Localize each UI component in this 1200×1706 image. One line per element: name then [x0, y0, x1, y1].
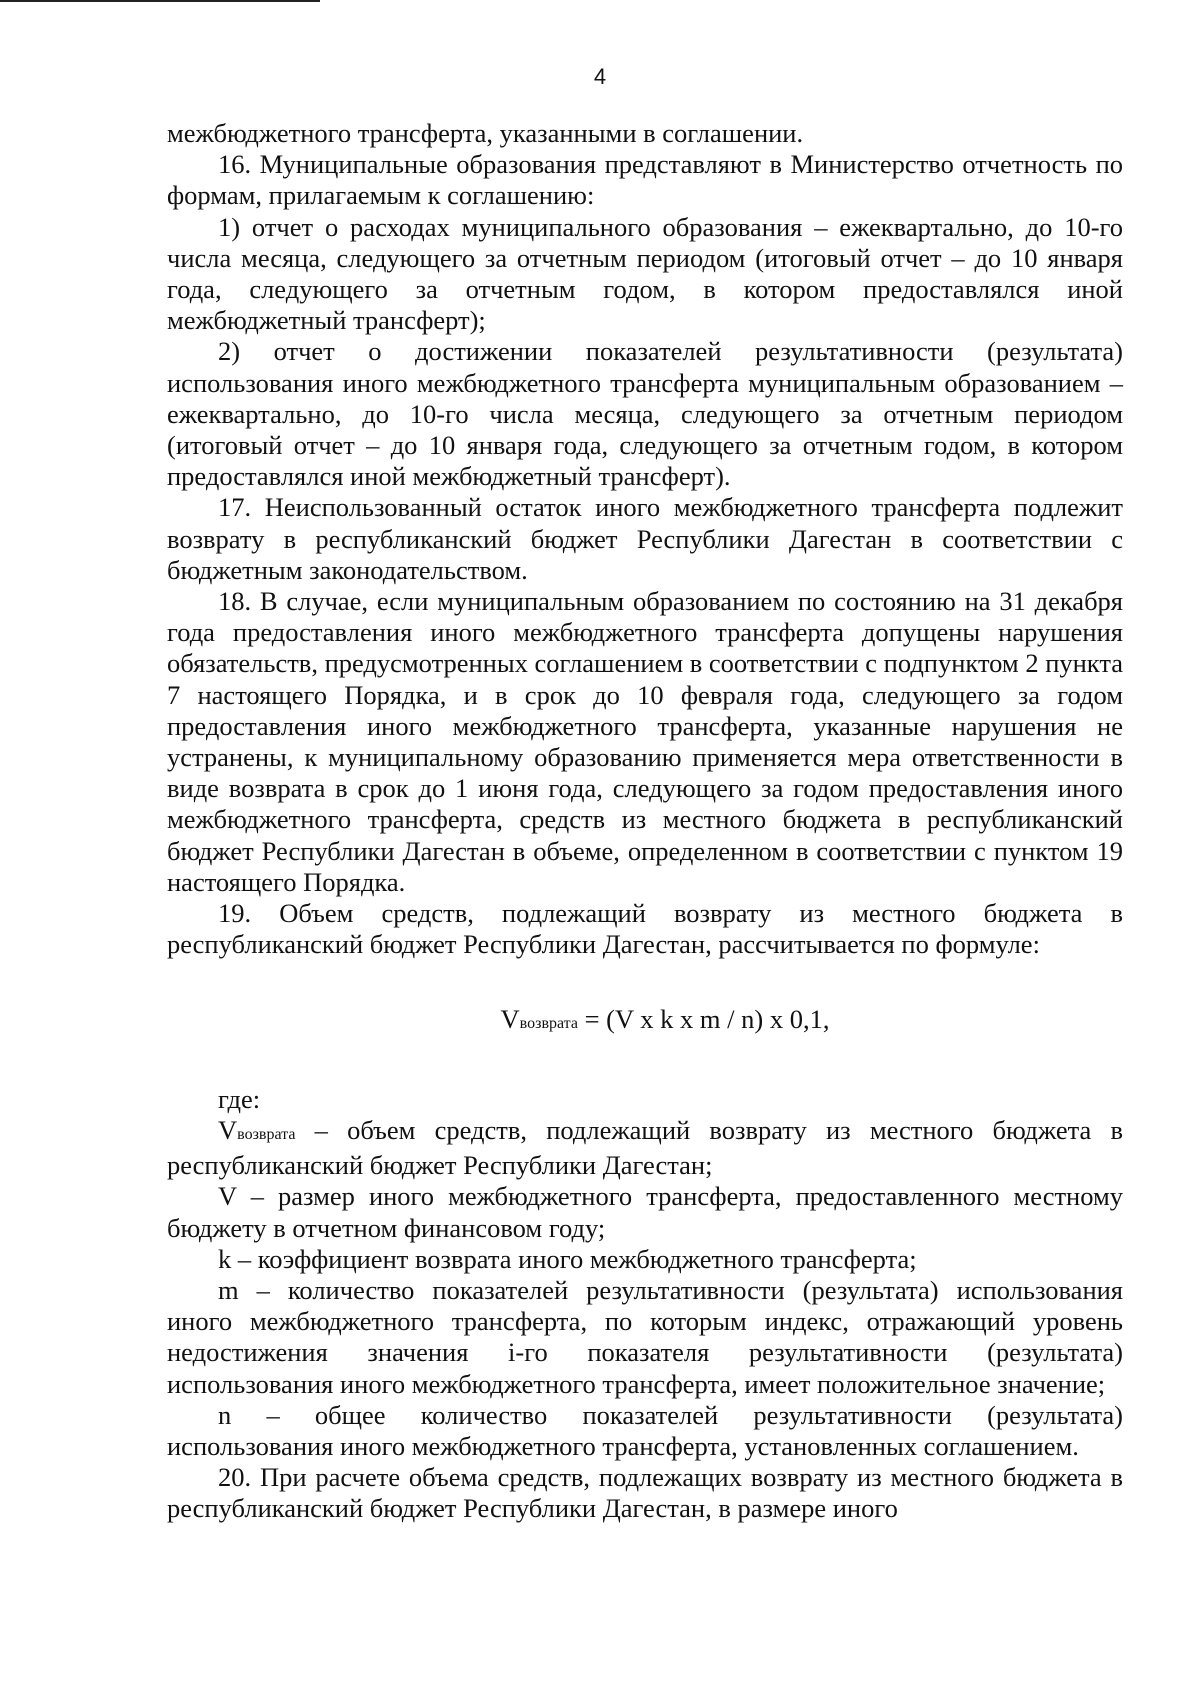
- page-number: 4: [593, 64, 607, 89]
- definition-symbol: k: [218, 1243, 232, 1274]
- definition-d_k: [167, 1244, 1123, 1275]
- definition-text: – объем средств, подлежащий возврату из местного бюджета в республиканский бюджет Республики Дагестан;: [167, 1114, 1123, 1181]
- formula-rhs: = (V x k x m / n) x 0,1,: [577, 1004, 830, 1035]
- paragraph-p16: 16. Муниципальные образования представляют в Министерство отчетность по формам, прилагаемым к соглашению:: [167, 149, 1123, 211]
- paragraph-p16_2: 2) отчет о достижении показателей результативности (результата) использования иного межбюджетного трансферта муниципальным образованием – ежеквартально, до 10-го числа месяца, следующего за отчетным периодом (итоговый отчет – до 10 января года, следующего за отчетным годом, в котором предоставлялся иной межбюджетный трансферт).: [167, 336, 1123, 492]
- paragraph-p16_1: 1) отчет о расходах муниципального образования – ежеквартально, до 10-го числа месяца, следующего за отчетным периодом (итоговый отчет – до 10 января года, следующего за отчетным годом, в котором предоставлялся иной межбюджетный трансферт);: [167, 211, 1123, 336]
- definition-d_m: [167, 1275, 1123, 1400]
- paragraph-p19: 19. Объем средств, подлежащий возврату из местного бюджета в республиканский бюджет Республики Дагестан, рассчитывается по формуле:: [167, 898, 1123, 960]
- paragraph-p17: 17. Неиспользованный остаток иного межбюджетного трансферта подлежит возврату в республиканский бюджет Республики Дагестан в соответствии с бюджетным законодательством.: [167, 492, 1123, 585]
- scan-edge-line: [0, 0, 320, 2]
- formula-lhs: V: [500, 1004, 520, 1035]
- formula-definitions: [167, 1115, 1123, 1462]
- paragraph-p0: межбюджетного трансферта, указанными в соглашении.: [167, 118, 804, 148]
- paragraph-p18: 18. В случае, если муниципальным образованием по состоянию на 31 декабря года предоставления иного межбюджетного трансферта допущены нарушения обязательств, предусмотренных соглашением в соответствии с подпунктом 2 пункта 7 настоящего Порядка, и в срок до 10 февраля года, следующего за годом предоставления иного межбюджетного трансферта, указанные нарушения не устранены, к муниципальному образованию применяется мера ответственности в виде возврата в срок до 1 июня года, следующего за годом предоставления иного межбюджетного трансферта, средств из местного бюджета в республиканский бюджет Республики Дагестан в объеме, определенном в соответствии с пунктом 19 настоящего Порядка.: [167, 586, 1123, 897]
- paragraphs-after-definitions: [167, 1462, 1123, 1524]
- definition-d_vret: [167, 1115, 1123, 1181]
- definition-text: – количество показателей результативности (результата) использования иного межбюджетного трансферта, по которым индекс, отражающий уровень недостижения значения i-го показателя результативности (результата) использования иного межбюджетного трансферта, имеет положительное значение;: [167, 1274, 1123, 1399]
- definition-d_n: [167, 1400, 1123, 1462]
- formula-lhs-subscript: возврата: [519, 1015, 578, 1033]
- definition-text: – размер иного межбюджетного трансферта, предоставленного местному бюджету в отчетном финансовом году;: [167, 1181, 1123, 1243]
- formula: [167, 1004, 1123, 1039]
- definition-symbol: n: [218, 1399, 232, 1430]
- definition-text: – общее количество показателей результативности (результата) использования иного межбюджетного трансферта, установленных соглашением.: [167, 1399, 1123, 1461]
- definition-symbol: m: [218, 1274, 239, 1305]
- paragraph-p20: 20. При расчете объема средств, подлежащих возврату из местного бюджета в республиканский бюджет Республики Дагестан, в размере иного: [167, 1462, 1123, 1524]
- paragraphs-before-formula: [167, 118, 1123, 960]
- definition-symbol: V: [218, 1114, 238, 1145]
- definition-text: – коэффициент возврата иного межбюджетного трансферта;: [231, 1243, 917, 1274]
- definition-symbol-subscript: возврата: [237, 1125, 296, 1143]
- document-body: [167, 118, 1123, 1525]
- definition-d_v: [167, 1181, 1123, 1243]
- where-label: где:: [218, 1083, 261, 1114]
- definition-symbol: V: [218, 1181, 237, 1212]
